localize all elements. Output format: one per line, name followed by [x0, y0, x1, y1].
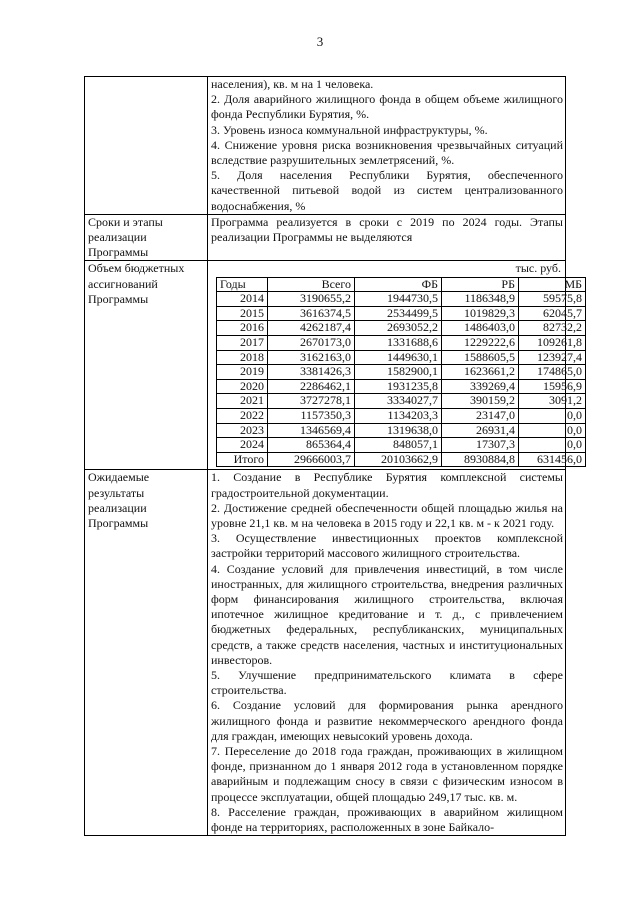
budget-cell-total: 2670173,0 — [268, 336, 355, 351]
budget-cell-fb: 1944730,5 — [355, 292, 442, 307]
budget-cell-rb: 17307,3 — [442, 438, 519, 453]
budget-cell-total: 29666003,7 — [268, 452, 355, 467]
budget-cell-fb: 1582900,1 — [355, 365, 442, 380]
budget-cell-rb: 390159,2 — [442, 394, 519, 409]
timeline-label: Сроки и этапы реализации Программы — [88, 214, 163, 260]
budget-cell-total: 3190655,2 — [268, 292, 355, 307]
budget-cell-rb: 1623661,2 — [442, 365, 519, 380]
budget-cell-rb: 26931,4 — [442, 423, 519, 438]
header-fb: ФБ — [355, 277, 442, 292]
budget-row — [85, 261, 566, 470]
budget-table — [216, 277, 586, 468]
budget-cell-total: 3381426,3 — [268, 365, 355, 380]
budget-cell-year: 2022 — [217, 408, 268, 423]
results-label-cell — [85, 470, 208, 836]
budget-cell-year: 2014 — [217, 292, 268, 307]
targets-row — [85, 77, 566, 215]
header-total: Всего — [268, 277, 355, 292]
budget-units: тыс. руб. — [515, 261, 561, 276]
budget-cell-fb: 3334027,7 — [355, 394, 442, 409]
budget-cell-mb: 123927,4 — [519, 350, 586, 365]
header-mb: МБ — [519, 277, 586, 292]
budget-cell-total: 2286462,1 — [268, 379, 355, 394]
budget-cell-total: 3616374,5 — [268, 306, 355, 321]
budget-table-row — [217, 452, 586, 467]
result-line-7: 7. Переселение до 2018 года граждан, проживающих в жилищном фонде, признанном до 1 января 2012 года в установленном порядке аварийным и подлежащим сносу в связи с физическим износом в процессе эксплуатации, общей площадью 249,17 тыс. кв. м. — [211, 744, 563, 804]
budget-table-row — [217, 438, 586, 453]
budget-table-row — [217, 423, 586, 438]
results-label: Ожидаемые результаты реализации Программы — [88, 470, 150, 530]
budget-cell-mb: 0,0 — [519, 423, 586, 438]
timeline-label-cell — [85, 214, 208, 261]
timeline-content-cell — [208, 214, 566, 261]
budget-cell-year: 2017 — [217, 336, 268, 351]
budget-content-cell — [208, 261, 582, 470]
budget-cell-fb: 2693052,2 — [355, 321, 442, 336]
budget-cell-fb: 1331688,6 — [355, 336, 442, 351]
budget-header-row — [217, 277, 586, 292]
program-passport-table — [84, 76, 582, 836]
budget-cell-mb: 3091,2 — [519, 394, 586, 409]
budget-cell-year: 2018 — [217, 350, 268, 365]
target-line-3: 3. Уровень износа коммунальной инфраструктуры, %. — [211, 122, 488, 137]
result-line-1: 1. Создание в Республике Бурятия комплексной системы градостроительной документации. — [211, 470, 563, 500]
budget-cell-rb: 1486403,0 — [442, 321, 519, 336]
budget-cell-fb: 848057,1 — [355, 438, 442, 453]
budget-cell-fb: 1931235,8 — [355, 379, 442, 394]
header-years: Годы — [217, 277, 268, 292]
budget-cell-year: 2020 — [217, 379, 268, 394]
budget-cell-mb: 15956,9 — [519, 379, 586, 394]
budget-cell-mb: 82732,2 — [519, 321, 586, 336]
budget-cell-mb: 59575,8 — [519, 292, 586, 307]
budget-cell-fb: 1134203,3 — [355, 408, 442, 423]
header-rb: РБ — [442, 277, 519, 292]
budget-cell-fb: 20103662,9 — [355, 452, 442, 467]
budget-label: Объем бюджетных ассигнований Программы — [88, 261, 185, 306]
budget-cell-total: 3727278,1 — [268, 394, 355, 409]
budget-cell-rb: 1019829,3 — [442, 306, 519, 321]
budget-label-cell — [85, 261, 208, 470]
budget-cell-year: 2016 — [217, 321, 268, 336]
budget-cell-mb: 174865,0 — [519, 365, 586, 380]
budget-cell-fb: 1319638,0 — [355, 423, 442, 438]
budget-table-row — [217, 379, 586, 394]
budget-cell-year: Итого — [217, 452, 268, 467]
budget-cell-year: 2021 — [217, 394, 268, 409]
budget-cell-rb: 8930884,8 — [442, 452, 519, 467]
results-row — [85, 470, 566, 836]
targets-label-cell — [85, 77, 208, 215]
result-line-8: 8. Расселение граждан, проживающих в аварийном жилищном фонде на территориях, расположенных в зоне Байкало- — [211, 804, 563, 835]
target-line-4: 4. Снижение уровня риска возникновения чрезвычайных ситуаций вследствие разрушительных землетрясений, %. — [211, 137, 563, 168]
budget-cell-total: 1346569,4 — [268, 423, 355, 438]
budget-cell-year: 2024 — [217, 438, 268, 453]
budget-cell-total: 4262187,4 — [268, 321, 355, 336]
budget-cell-rb: 339269,4 — [442, 379, 519, 394]
budget-cell-mb: 109261,8 — [519, 336, 586, 351]
budget-table-row — [217, 350, 586, 365]
budget-cell-rb: 1588605,5 — [442, 350, 519, 365]
budget-cell-total: 3162163,0 — [268, 350, 355, 365]
budget-cell-mb: 0,0 — [519, 438, 586, 453]
target-line-5: 5. Доля населения Республики Бурятия, обеспеченного качественной питьевой водой из систем централизованного водоснабжения, % — [211, 168, 563, 213]
budget-cell-fb: 2534499,5 — [355, 306, 442, 321]
result-line-4: 4. Создание условий для привлечения инвестиций, в том числе иностранных, для жилищного строительства, внедрения различных форм финансирования жилищного строительства, включая ипотечное жилищное кредитование и т. д., с привлечением бюджетных федеральных, республиканских, муниципальных средств, а также средств населения, частных и институциональных инвесторов. — [211, 561, 563, 667]
budget-cell-year: 2019 — [217, 365, 268, 380]
budget-cell-fb: 1449630,1 — [355, 350, 442, 365]
budget-cell-total: 865364,4 — [268, 438, 355, 453]
budget-cell-year: 2015 — [217, 306, 268, 321]
timeline-row — [85, 214, 566, 261]
budget-table-row — [217, 292, 586, 307]
page-number: 3 — [316, 34, 324, 49]
target-line-1: населения), кв. м на 1 человека. — [211, 77, 374, 91]
results-content-cell — [208, 470, 566, 836]
budget-cell-mb: 0,0 — [519, 408, 586, 423]
result-line-2: 2. Достижение средней обеспеченности общей площадью жилья на уровне 21,1 кв. м на человека в 2015 году и 22,1 кв. м - к 2021 году. — [211, 500, 563, 530]
budget-cell-year: 2023 — [217, 423, 268, 438]
budget-table-row — [217, 365, 586, 380]
budget-cell-total: 1157350,3 — [268, 408, 355, 423]
budget-cell-mb: 62045,7 — [519, 306, 586, 321]
result-line-5: 5. Улучшение предпринимательского климата в сфере строительства. — [211, 668, 563, 698]
budget-table-row — [217, 336, 586, 351]
budget-cell-rb: 23147,0 — [442, 408, 519, 423]
budget-cell-rb: 1186348,9 — [442, 292, 519, 307]
target-line-2: 2. Доля аварийного жилищного фонда в общем объеме жилищного фонда Республики Бурятия, %. — [211, 92, 563, 122]
timeline-text: Программа реализуется в сроки с 2019 по 2024 годы. Этапы реализации Программы не выделяются — [211, 214, 563, 245]
result-line-3: 3. Осуществление инвестиционных проектов комплексной застройки территорий массового жилищного строительства. — [211, 531, 563, 561]
budget-table-row — [217, 394, 586, 409]
budget-cell-mb: 631456,0 — [519, 452, 586, 467]
result-line-6: 6. Создание условий для формирования рынка арендного жилищного фонда и развитие некоммерческого арендного фонда для граждан, имеющих невысокий уровень дохода. — [211, 698, 563, 743]
budget-cell-rb: 1229222,6 — [442, 336, 519, 351]
budget-table-row — [217, 408, 586, 423]
budget-table-row — [217, 306, 586, 321]
budget-table-row — [217, 321, 586, 336]
targets-content-cell — [208, 77, 566, 215]
